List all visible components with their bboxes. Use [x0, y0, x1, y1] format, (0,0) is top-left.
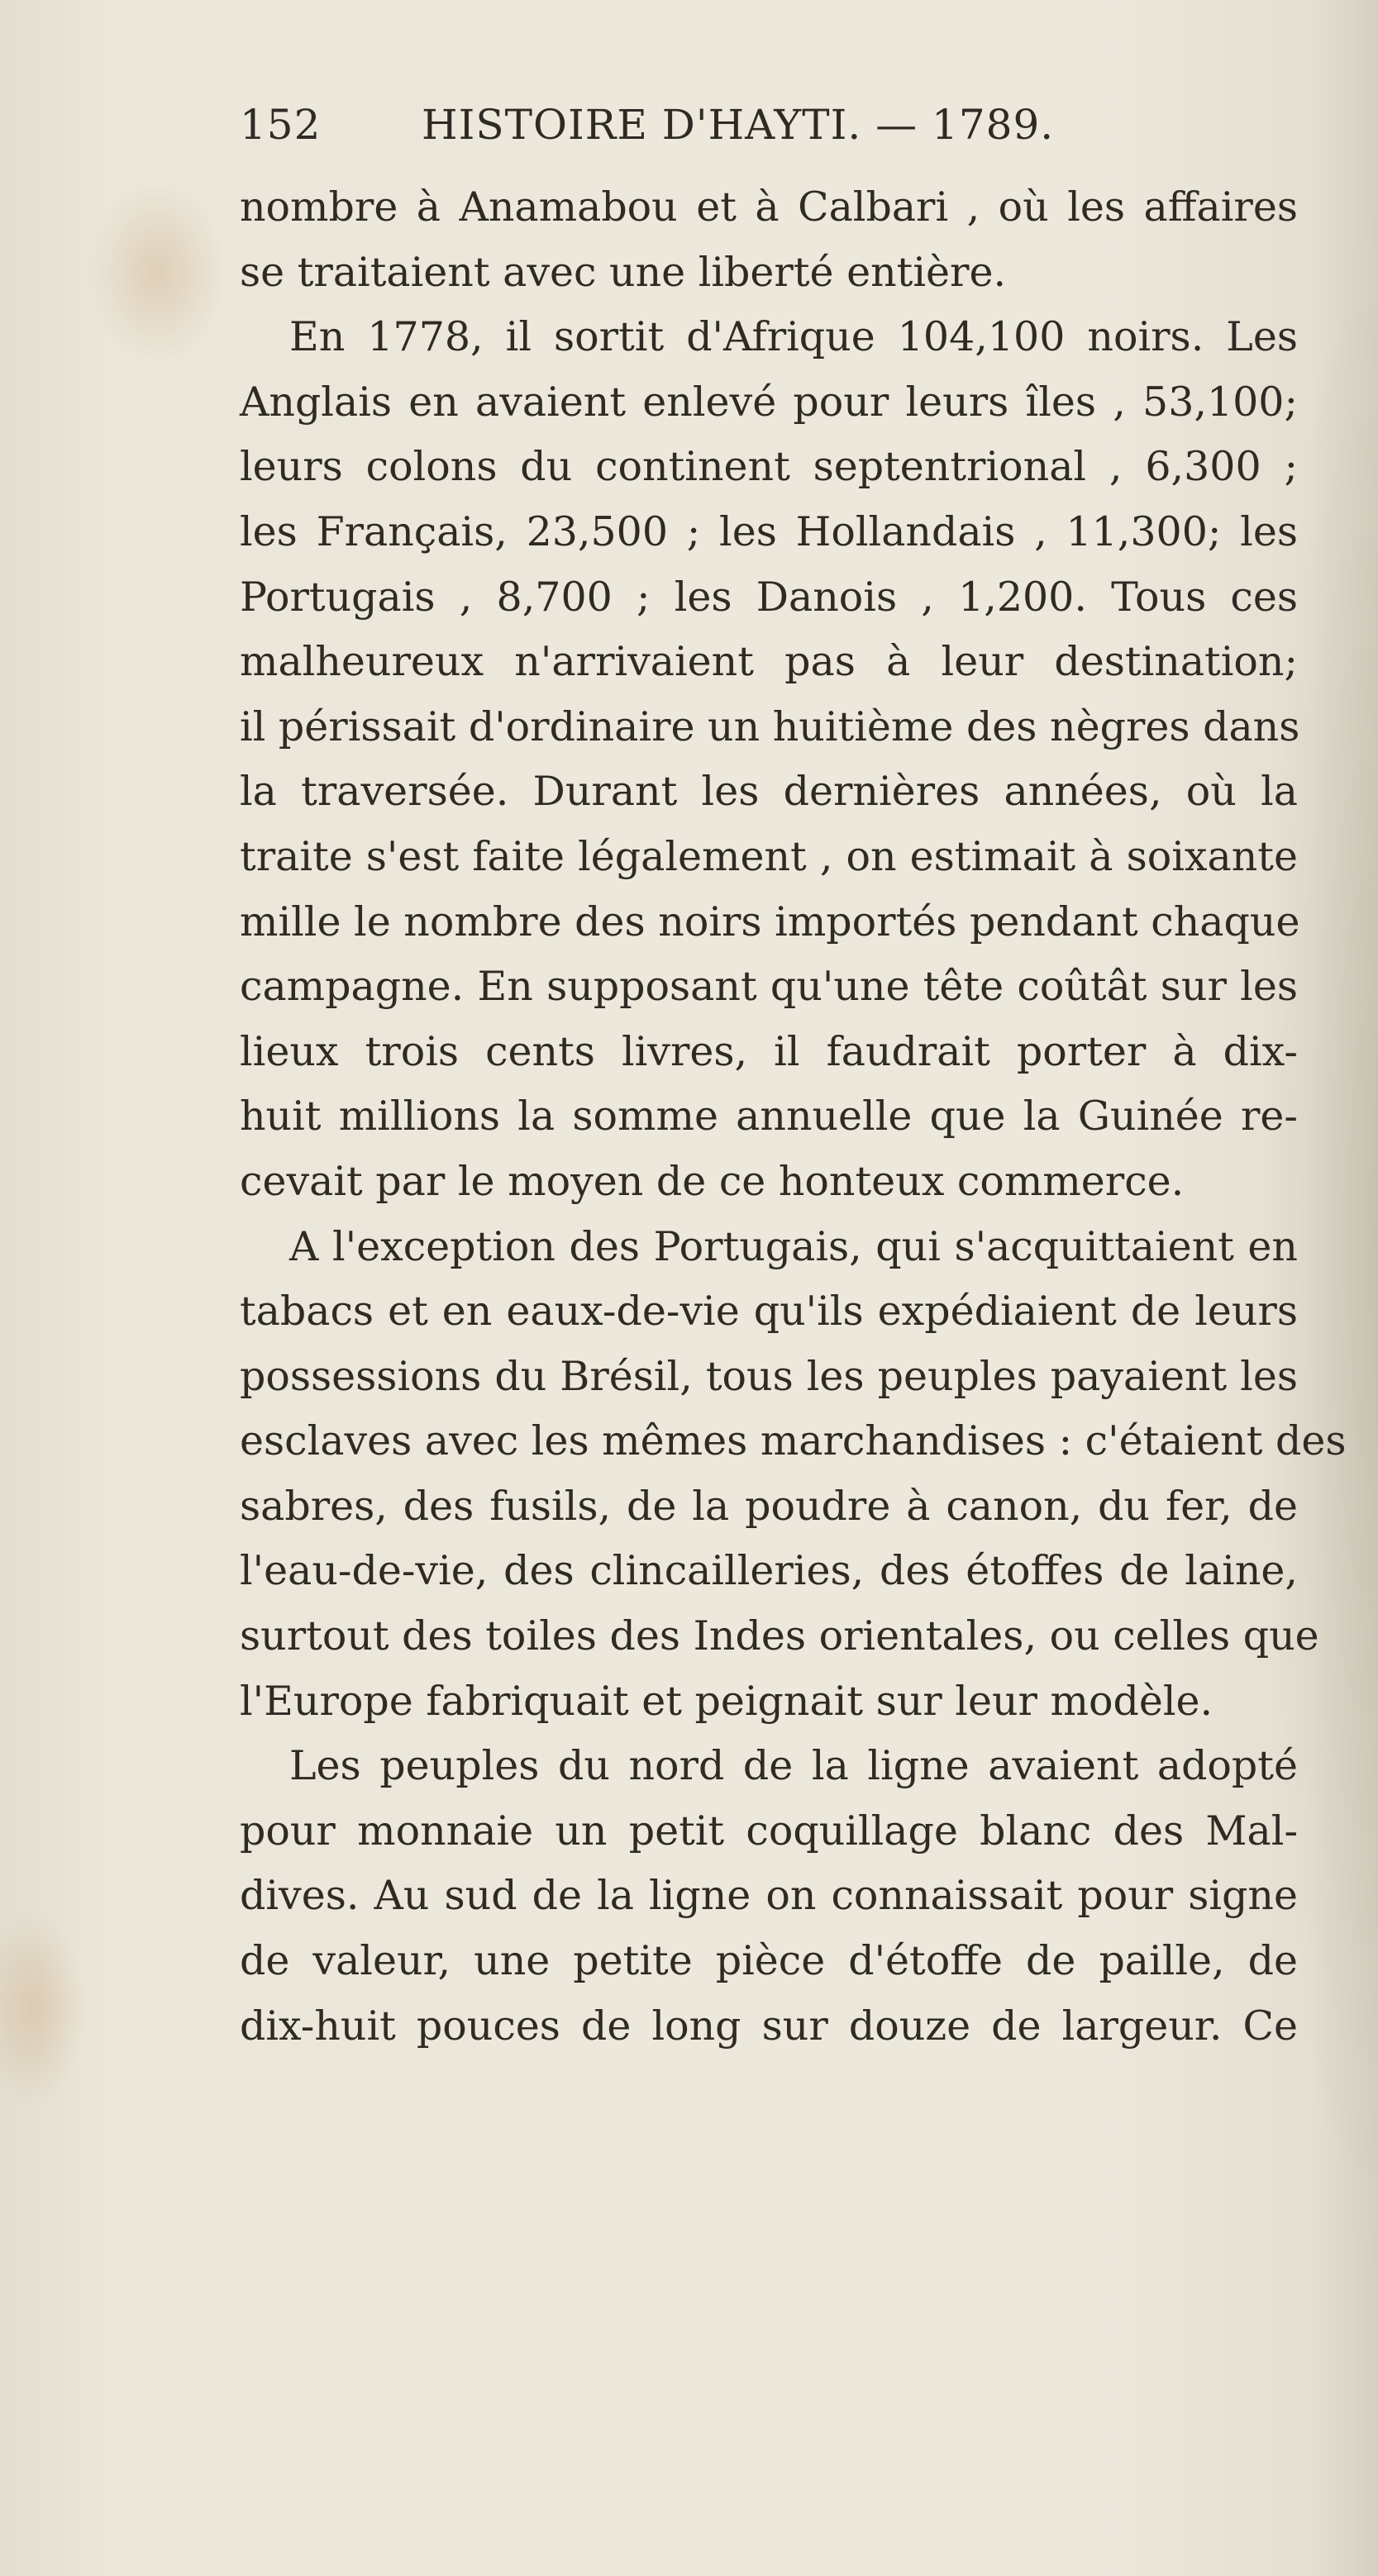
paragraph-start-line: A l'exception des Portugais, qui s'acquittaient en: [289, 1222, 1298, 1270]
text-line: de valeur, une petite pièce d'étoffe de paille, de: [240, 1937, 1298, 1985]
page-header: [240, 101, 1132, 167]
text-line: il périssait d'ordinaire un huitième des nègres dans: [240, 702, 1300, 750]
text-line: Portugais , 8,700 ; les Danois , 1,200. Tous ces: [240, 573, 1298, 621]
text-line: esclaves avec les mêmes marchandises : c'étaient des: [240, 1417, 1347, 1465]
paragraph-start-line: Les peuples du nord de la ligne avaient adopté: [289, 1742, 1298, 1790]
text-line: mille le nombre des noirs importés pendant chaque: [240, 898, 1300, 945]
text-line: tabacs et en eaux-de-vie qu'ils expédiaient de leurs: [240, 1288, 1298, 1336]
text-line: surtout des toiles des Indes orientales, ou celles que: [240, 1612, 1319, 1660]
paragraph-start-line: En 1778, il sortit d'Afrique 104,100 noirs. Les: [289, 313, 1298, 361]
text-line: sabres, des fusils, de la poudre à canon, du fer, de: [240, 1482, 1298, 1530]
text-line: cevait par le moyen de ce honteux commerce.: [240, 1157, 1185, 1205]
page-number: 152: [240, 101, 322, 149]
text-line: possessions du Brésil, tous les peuples payaient les: [240, 1352, 1298, 1400]
text-line: dives. Au sud de la ligne on connaissait pour signe: [240, 1872, 1298, 1920]
text-line: la traversée. Durant les dernières années, où la: [240, 768, 1298, 816]
text-line: l'Europe fabriquait et peignait sur leur modèle.: [240, 1677, 1213, 1725]
text-line: campagne. En supposant qu'une tête coûtât sur les: [240, 963, 1298, 1011]
text-line: les Français, 23,500 ; les Hollandais , 11,300; les: [240, 507, 1298, 555]
text-line: nombre à Anamabou et à Calbari , où les affaires: [240, 183, 1298, 231]
text-line: se traitaient avec une liberté entière.: [240, 248, 1007, 296]
text-line: huit millions la somme annuelle que la Guinée re-: [240, 1093, 1298, 1140]
text-line: l'eau-de-vie, des clincailleries, des étoffes de laine,: [240, 1547, 1298, 1595]
text-line: pour monnaie un petit coquillage blanc des Mal-: [240, 1807, 1298, 1855]
text-line: lieux trois cents livres, il faudrait porter à dix-: [240, 1027, 1298, 1075]
text-line: dix-huit pouces de long sur douze de largeur. Ce: [240, 2002, 1298, 2050]
running-title: HISTOIRE D'HAYTI. — 1789.: [422, 101, 1055, 149]
text-line: traite s'est faite légalement , on estimait à soixante: [240, 832, 1298, 880]
text-line: malheureux n'arrivaient pas à leur destination;: [240, 638, 1298, 686]
body-text: [240, 175, 1347, 2059]
text-line: Anglais en avaient enlevé pour leurs îles , 53,100;: [240, 378, 1298, 426]
text-line: leurs colons du continent septentrional , 6,300 ;: [240, 443, 1298, 491]
